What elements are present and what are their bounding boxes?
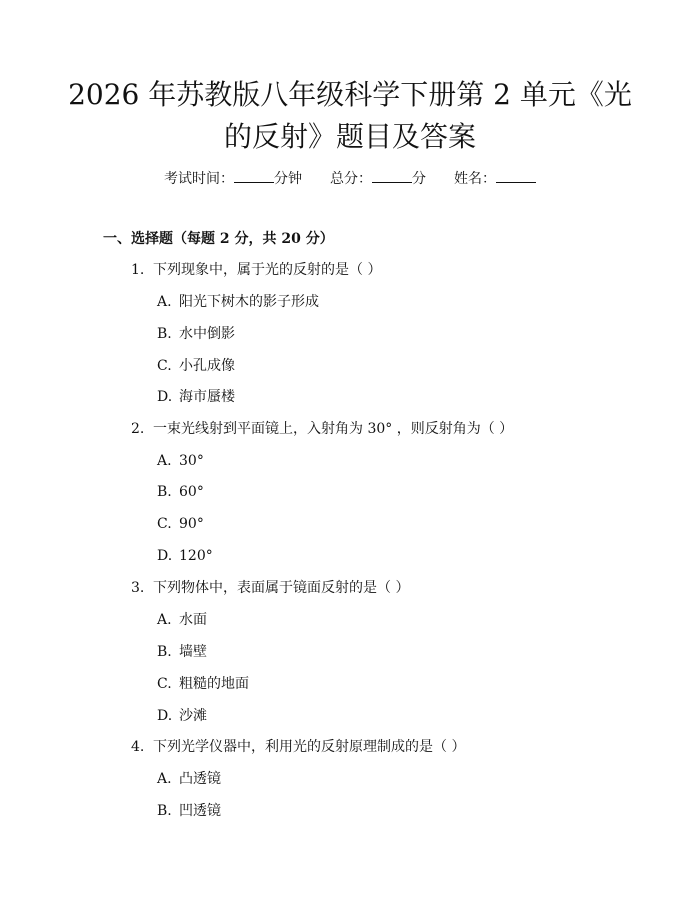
question-2-option-b	[157, 482, 204, 502]
question-number: 4.	[131, 739, 145, 755]
option-text: 120°	[179, 548, 213, 564]
option-text: 水面	[179, 612, 207, 628]
option-label: D.	[157, 389, 173, 405]
option-text: 海市蜃楼	[179, 389, 235, 405]
name-label: 姓名：	[454, 171, 496, 187]
option-label: A.	[157, 771, 172, 787]
option-text: 粗糙的地面	[179, 676, 249, 692]
question-3-option-b	[157, 642, 207, 662]
option-text: 90°	[179, 516, 204, 532]
option-label: D.	[157, 708, 173, 724]
title-line-1: 2026 年苏教版八年级科学下册第 2 单元《光	[68, 78, 632, 111]
option-label: A.	[157, 612, 172, 628]
section-heading: 一、选择题（每题 2 分，共 20 分）	[103, 231, 334, 247]
option-label: C.	[157, 676, 172, 692]
score-blank	[372, 168, 412, 183]
option-label: D.	[157, 548, 173, 564]
option-label: B.	[157, 803, 172, 819]
question-1-option-a	[157, 292, 319, 312]
question-1	[131, 260, 381, 280]
question-3-option-a	[157, 610, 207, 630]
option-label: A.	[157, 294, 172, 310]
question-number: 3.	[131, 580, 145, 596]
option-text: 沙滩	[179, 708, 207, 724]
question-3-option-c	[157, 674, 249, 694]
question-text: 下列现象中，属于光的反射的是（ ）	[153, 262, 382, 278]
question-text: 下列光学仪器中，利用光的反射原理制成的是（ ）	[153, 739, 466, 755]
question-number: 1.	[131, 262, 145, 278]
question-text: 一束光线射到平面镜上，入射角为 30° ，则反射角为（ ）	[153, 421, 514, 437]
score-label: 总分：	[330, 171, 372, 187]
question-1-option-d	[157, 387, 235, 407]
score-unit: 分	[412, 171, 426, 187]
question-2-option-c	[157, 514, 204, 534]
time-blank	[234, 168, 274, 183]
option-label: B.	[157, 326, 172, 342]
option-label: B.	[157, 644, 172, 660]
question-text: 下列物体中，表面属于镜面反射的是（ ）	[153, 580, 410, 596]
exam-info-line	[0, 168, 700, 189]
option-text: 30°	[179, 453, 204, 469]
question-1-option-c	[157, 356, 235, 376]
question-4-option-b	[157, 801, 221, 821]
option-label: A.	[157, 453, 172, 469]
option-label: C.	[157, 516, 172, 532]
question-2-option-d	[157, 546, 213, 566]
title-line-2: 的反射》题目及答案	[223, 120, 476, 153]
time-unit: 分钟	[274, 171, 302, 187]
question-4	[131, 737, 465, 757]
question-2	[131, 419, 513, 439]
option-text: 凸透镜	[179, 771, 221, 787]
question-1-option-b	[157, 324, 235, 344]
question-number: 2.	[131, 421, 145, 437]
time-label: 考试时间：	[164, 171, 234, 187]
option-text: 阳光下树木的影子形成	[179, 294, 319, 310]
option-text: 60°	[179, 484, 204, 500]
option-text: 水中倒影	[179, 326, 235, 342]
option-text: 凹透镜	[179, 803, 221, 819]
document-title	[60, 74, 640, 158]
question-3-option-d	[157, 706, 207, 726]
option-label: C.	[157, 358, 172, 374]
question-4-option-a	[157, 769, 221, 789]
name-blank	[496, 168, 536, 183]
option-label: B.	[157, 484, 172, 500]
question-2-option-a	[157, 451, 204, 471]
option-text: 小孔成像	[179, 358, 235, 374]
option-text: 墙壁	[179, 644, 207, 660]
question-3	[131, 578, 409, 598]
